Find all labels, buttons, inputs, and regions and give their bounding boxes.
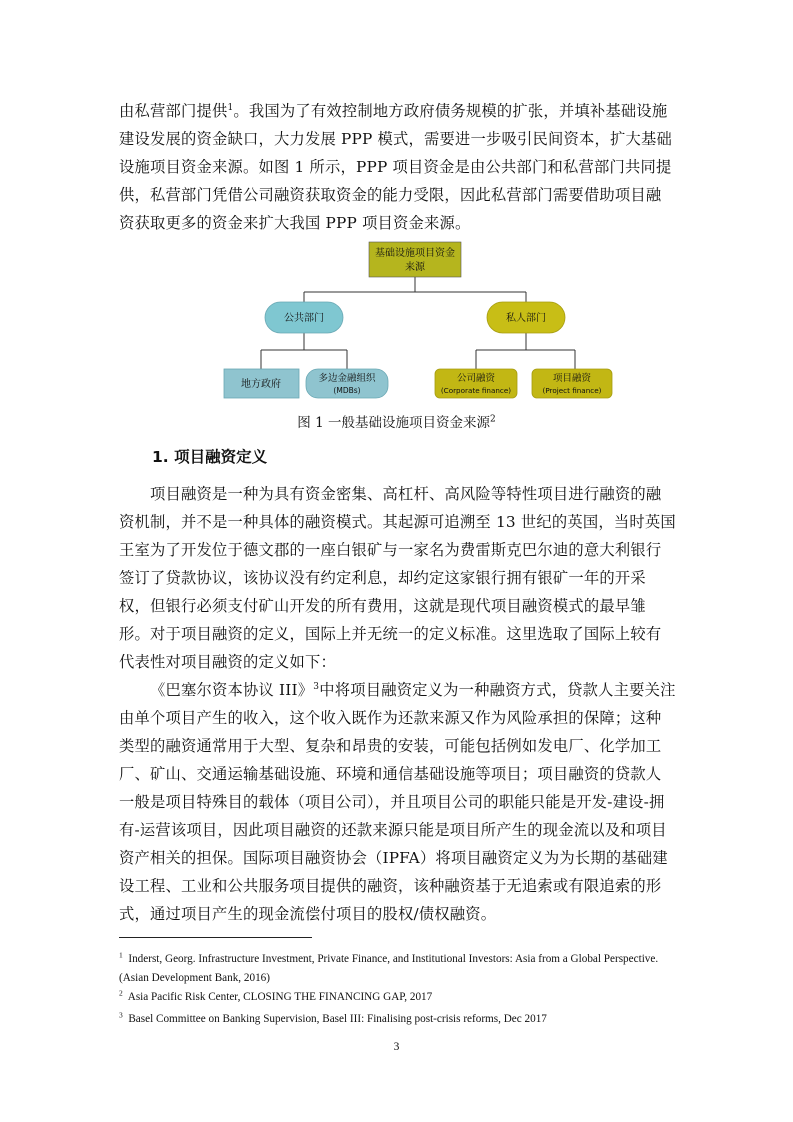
footnote-2 xyxy=(119,988,679,1007)
basel-paragraph xyxy=(119,676,676,928)
root-node-label-line1: 基础设施项目资金 xyxy=(375,248,455,259)
definition-paragraph: 项目融资是一种为具有资金密集、高杠杆、高风险等特性项目进行融资的融资机制，并不是一种具体的融资模式。其起源可追溯至 13 世纪的英国，当时英国王室为了开发位于德文郡的一座白银矿与一家名为费雷斯克巴尔迪的意大利银行签订了贷款协议，该协议没有约定利息，却约定这家银行拥有银矿一年的开采权，但银行必须支付矿山开发的所有费用，这就是现代项目融资模式的最早雏形。对于项目融资的定义，国际上并无统一的定义标准。这里选取了国际上较有代表性对项目融资的定义如下： xyxy=(119,485,676,671)
figure-caption-text: 图 1 一般基础设施项目资金来源 xyxy=(297,415,490,431)
private-sector-label: 私人部门 xyxy=(506,313,546,324)
intro-text: 。我国为了有效控制地方政府债务规模的扩张，并填补基础设施建设发展的资金缺口，大力发展 PPP 模式，需要进一步吸引民间资本，扩大基础设施项目资金来源。如图 1 所示，PPP 项目资金是由公共部门和私营部门共同提供，私营部门凭借公司融资获取资金的能力受限，因此私营部门需要借助项目融资获取更多的资金来扩大我国 PPP 项目资金来源。 xyxy=(119,102,673,232)
mdb-node xyxy=(306,369,388,398)
footnote-2-text: Asia Pacific Risk Center, CLOSING THE FINANCING GAP, 2017 xyxy=(127,991,433,1003)
footnote-ref-1[interactable]: 1 xyxy=(227,102,234,113)
footnote-3-text: Basel Committee on Banking Supervision, Basel III: Finalising post-crisis reforms, Dec 2017 xyxy=(128,1013,547,1025)
project-finance-label-line1: 项目融资 xyxy=(552,373,592,384)
corporate-finance-node xyxy=(435,369,517,398)
footnote-1 xyxy=(119,950,679,988)
intro-prefix: 由私营部门提供 xyxy=(119,102,228,120)
footnote-ref-2[interactable]: 2 xyxy=(489,414,496,425)
footnote-2-number: 2 xyxy=(119,988,123,998)
intro-paragraph xyxy=(119,97,676,237)
corporate-finance-label-line2: (Corporate finance) xyxy=(440,386,512,395)
basel-text: 中将项目融资定义为一种融资方式，贷款人主要关注由单个项目产生的收入，这个收入既作为还款来源又作为风险承担的保障；这种类型的融资通常用于大型、复杂和昂贵的安装，可能包括例如发电厂、化学加工厂、矿山、交通运输基础设施、环境和通信基础设施等项目；项目融资的贷款人一般是项目特殊目的载体（项目公司），并且项目公司的职能只能是开发-建设-拥有-运营该项目，因此项目融资的还款来源只能是项目所产生的现金流以及和项目资产相关的担保。国际项目融资协会（IPFA）将项目融资定义为为长期的基础建设工程、工业和公共服务项目提供的融资，该种融资基于无追索或有限追索的形式，通过项目产生的现金流偿付项目的股权/债权融资。 xyxy=(119,681,676,923)
root-node xyxy=(369,242,461,277)
figure-caption xyxy=(0,411,793,431)
footnote-3 xyxy=(119,1010,679,1029)
public-sector-node xyxy=(265,302,343,333)
footnote-divider xyxy=(119,937,312,938)
root-node-label-line2: 来源 xyxy=(405,262,425,273)
corporate-finance-label-line1: 公司融资 xyxy=(456,373,496,384)
page-number: 3 xyxy=(393,1041,400,1053)
footnote-3-number: 3 xyxy=(119,1010,123,1020)
footnote-1-text: Inderst, Georg. Infrastructure Investment, Private Finance, and Institutional Investors: Asia from a Global Perspective. (Asian Development Bank, 2016) xyxy=(119,953,659,984)
local-government-label: 地方政府 xyxy=(241,379,281,390)
project-finance-node xyxy=(532,369,612,398)
public-sector-label: 公共部门 xyxy=(284,313,324,324)
section-heading: 1. 项目融资定义 xyxy=(152,448,268,466)
footnote-ref-3[interactable]: 3 xyxy=(313,681,320,692)
footnote-1-number: 1 xyxy=(119,950,123,960)
private-sector-node xyxy=(487,302,565,333)
funding-source-diagram xyxy=(215,240,615,402)
basel-prefix: 《巴塞尔资本协议 III》 xyxy=(150,681,314,699)
project-finance-label-line2: (Project finance) xyxy=(542,386,602,395)
local-government-node xyxy=(224,369,299,398)
mdb-label-line2: (MDBs) xyxy=(333,386,361,395)
mdb-label-line1: 多边金融组织 xyxy=(318,373,376,384)
